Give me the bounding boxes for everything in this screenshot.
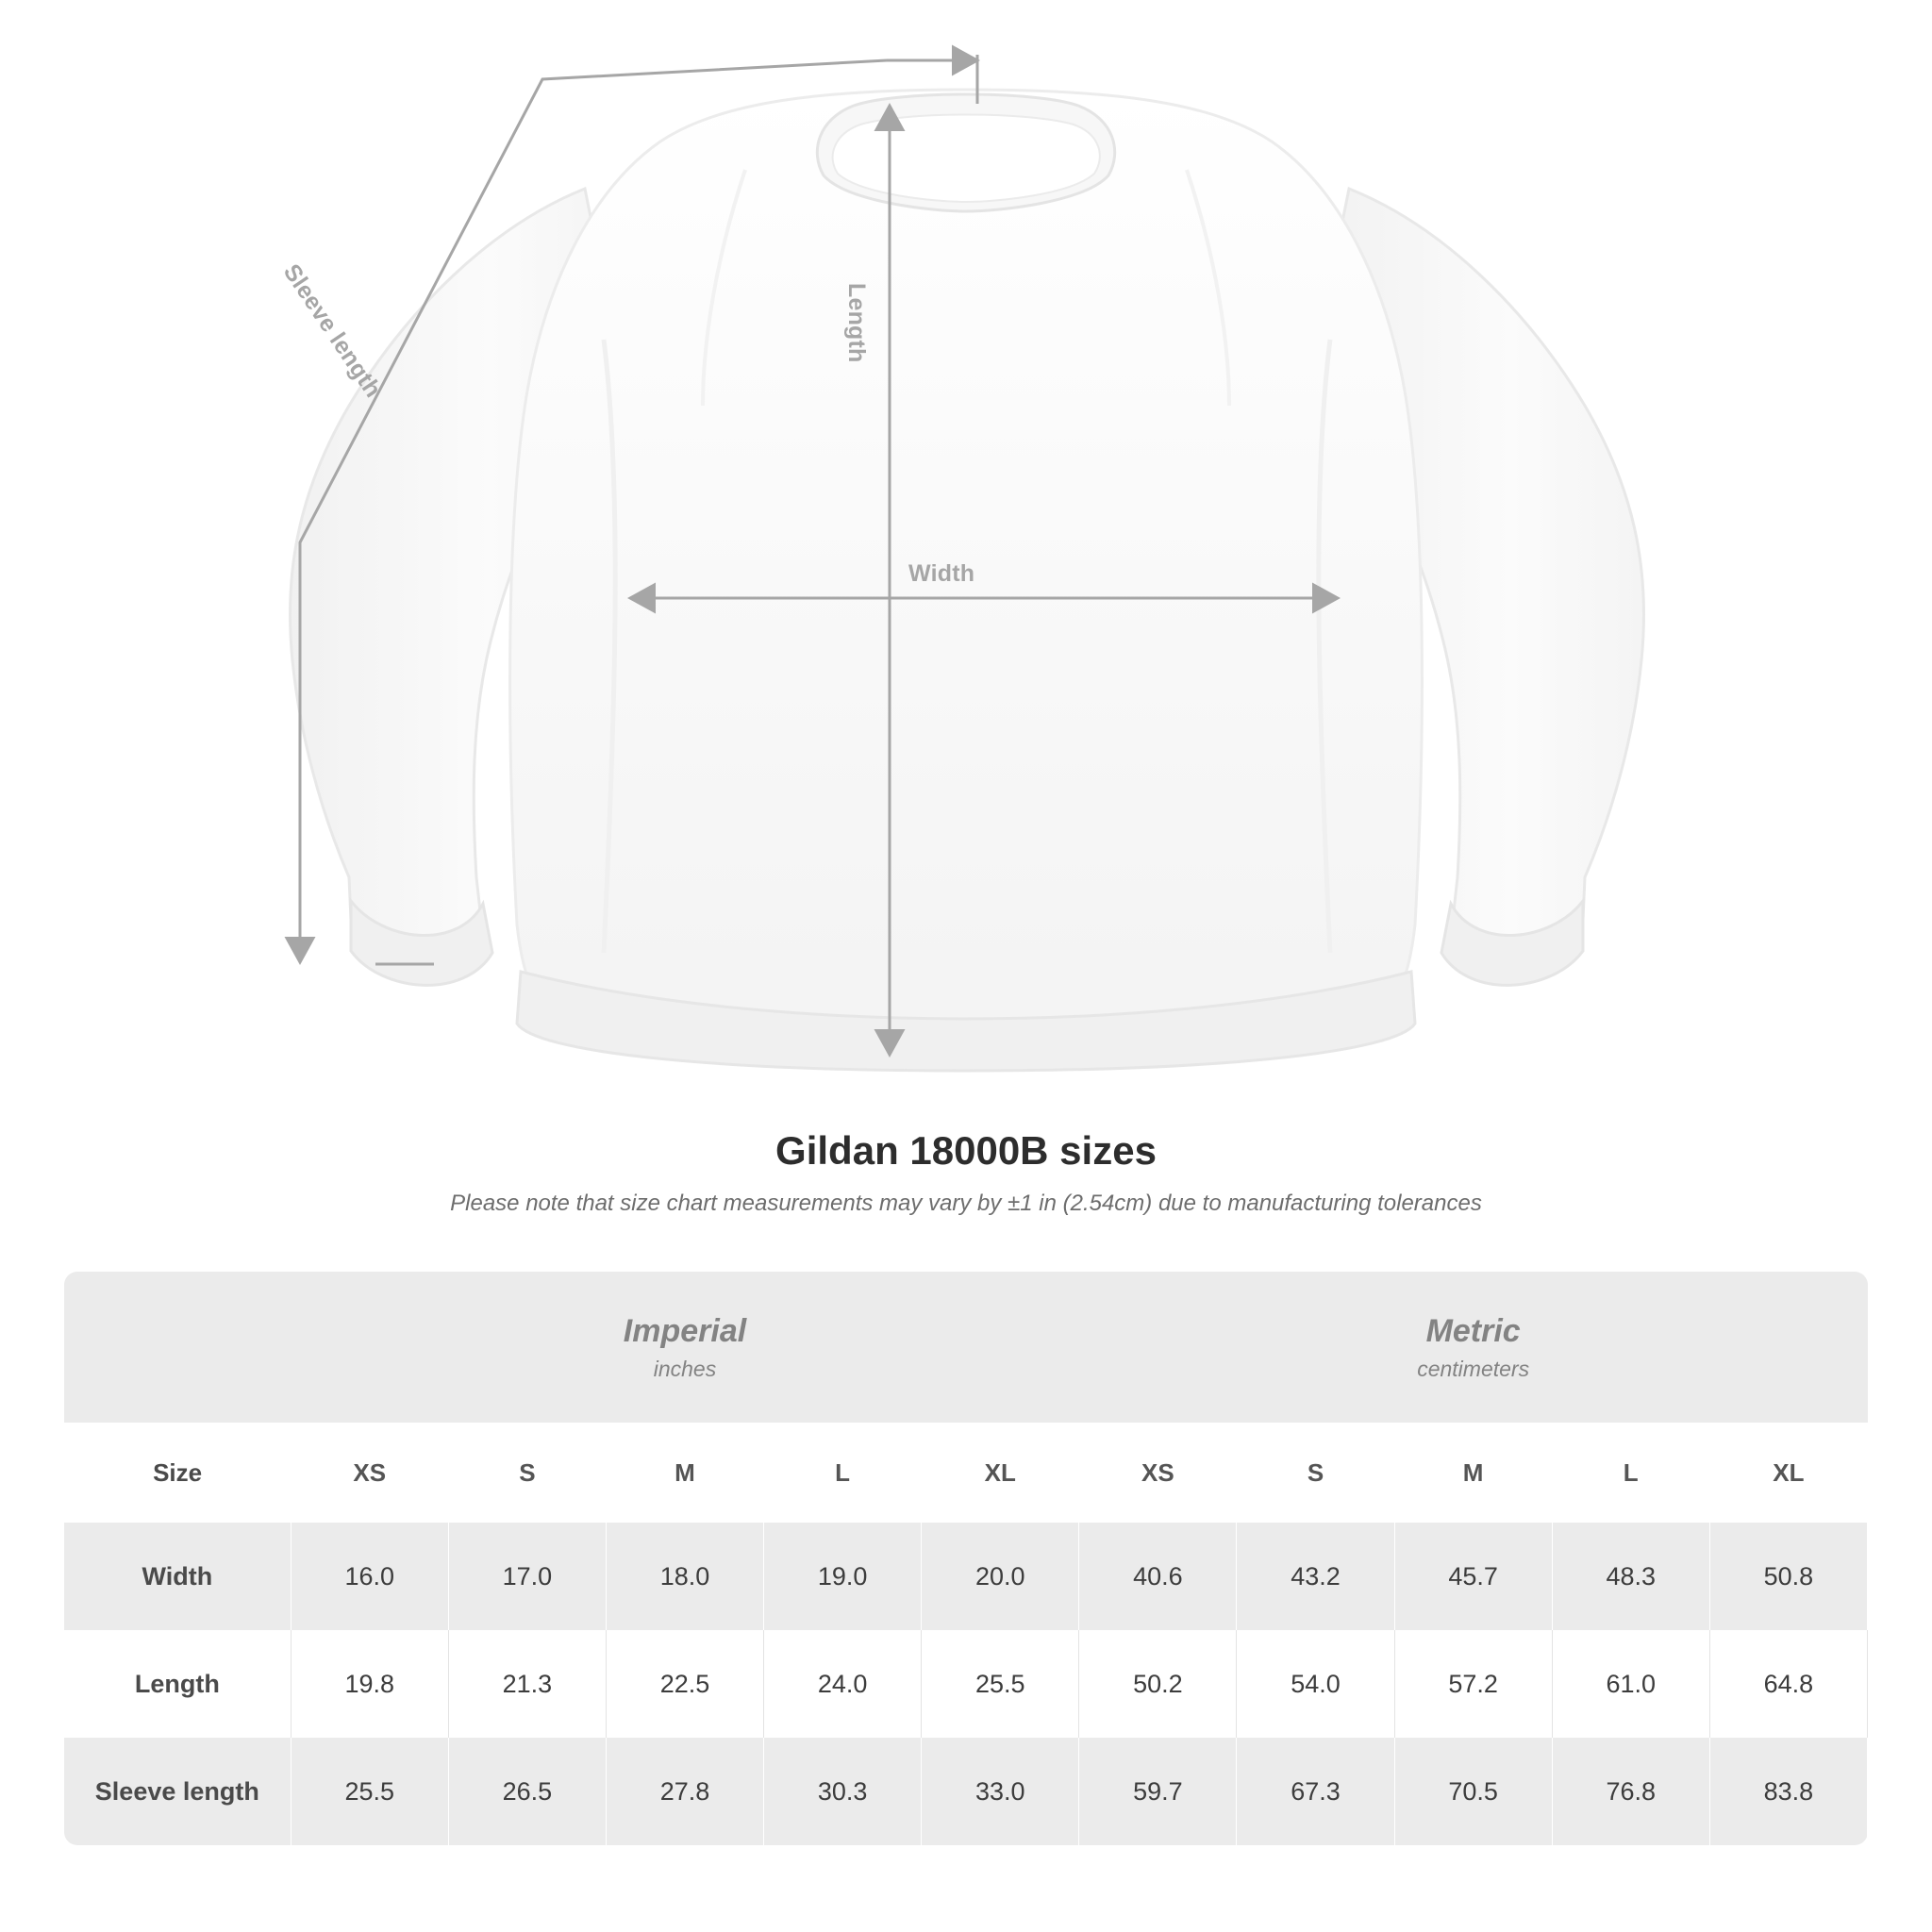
table-row bbox=[64, 1630, 1868, 1738]
cell-length-metric-xs: 50.2 bbox=[1079, 1630, 1237, 1738]
size-col-metric-xs: XS bbox=[1079, 1423, 1237, 1523]
cell-width-metric-xl: 50.8 bbox=[1709, 1523, 1867, 1630]
unit-header-spacer bbox=[64, 1272, 291, 1423]
cell-sleeve-imperial-xs: 25.5 bbox=[291, 1738, 448, 1845]
size-col-metric-xl: XL bbox=[1709, 1423, 1867, 1523]
cell-sleeve-metric-m: 70.5 bbox=[1394, 1738, 1552, 1845]
unit-group-metric bbox=[1079, 1272, 1868, 1423]
cell-width-metric-m: 45.7 bbox=[1394, 1523, 1552, 1630]
size-col-imperial-xs: XS bbox=[291, 1423, 448, 1523]
unit-group-imperial-title: Imperial bbox=[623, 1313, 747, 1350]
size-header-cell: Size bbox=[64, 1423, 291, 1523]
size-col-metric-l: L bbox=[1552, 1423, 1709, 1523]
size-col-metric-s: S bbox=[1237, 1423, 1394, 1523]
size-col-imperial-xl: XL bbox=[922, 1423, 1079, 1523]
cell-sleeve-metric-xs: 59.7 bbox=[1079, 1738, 1237, 1845]
size-header-row bbox=[64, 1423, 1868, 1523]
cell-width-imperial-s: 17.0 bbox=[448, 1523, 606, 1630]
width-dimension-label: Width bbox=[908, 560, 975, 587]
cell-sleeve-imperial-s: 26.5 bbox=[448, 1738, 606, 1845]
cell-sleeve-metric-xl: 83.8 bbox=[1709, 1738, 1867, 1845]
table-row bbox=[64, 1738, 1868, 1845]
row-label-sleeve-length: Sleeve length bbox=[64, 1738, 291, 1845]
cell-length-metric-m: 57.2 bbox=[1394, 1630, 1552, 1738]
cell-length-imperial-s: 21.3 bbox=[448, 1630, 606, 1738]
cell-length-metric-l: 61.0 bbox=[1552, 1630, 1709, 1738]
cell-length-metric-xl: 64.8 bbox=[1709, 1630, 1867, 1738]
sleeve-length-dimension-label: Sleeve length bbox=[277, 259, 387, 403]
cell-length-imperial-xs: 19.8 bbox=[291, 1630, 448, 1738]
cell-width-imperial-m: 18.0 bbox=[606, 1523, 763, 1630]
cell-length-metric-s: 54.0 bbox=[1237, 1630, 1394, 1738]
tolerance-note: Please note that size chart measurements may vary by ±1 in (2.54cm) due to manufacturing tolerances bbox=[450, 1191, 1482, 1216]
chart-heading bbox=[0, 1128, 1932, 1217]
size-col-imperial-s: S bbox=[448, 1423, 606, 1523]
size-col-imperial-m: M bbox=[606, 1423, 763, 1523]
table-row bbox=[64, 1523, 1868, 1630]
cell-width-metric-s: 43.2 bbox=[1237, 1523, 1394, 1630]
cell-width-imperial-xs: 16.0 bbox=[291, 1523, 448, 1630]
size-table-container bbox=[64, 1272, 1868, 1845]
cell-sleeve-metric-s: 67.3 bbox=[1237, 1738, 1394, 1845]
row-label-length: Length bbox=[64, 1630, 291, 1738]
cell-length-imperial-l: 24.0 bbox=[764, 1630, 922, 1738]
size-col-imperial-l: L bbox=[764, 1423, 922, 1523]
cell-sleeve-metric-l: 76.8 bbox=[1552, 1738, 1709, 1845]
cell-width-imperial-l: 19.0 bbox=[764, 1523, 922, 1630]
unit-group-imperial-subtitle: inches bbox=[653, 1356, 717, 1381]
size-col-metric-m: M bbox=[1394, 1423, 1552, 1523]
unit-header-row bbox=[64, 1272, 1868, 1423]
cell-width-imperial-xl: 20.0 bbox=[922, 1523, 1079, 1630]
unit-group-imperial bbox=[291, 1272, 1079, 1423]
length-dimension-label: Length bbox=[843, 283, 870, 363]
row-label-width: Width bbox=[64, 1523, 291, 1630]
page-title: Gildan 18000B sizes bbox=[775, 1128, 1157, 1173]
cell-length-imperial-m: 22.5 bbox=[606, 1630, 763, 1738]
cell-width-metric-xs: 40.6 bbox=[1079, 1523, 1237, 1630]
cell-sleeve-imperial-xl: 33.0 bbox=[922, 1738, 1079, 1845]
cell-sleeve-imperial-m: 27.8 bbox=[606, 1738, 763, 1845]
size-table bbox=[64, 1272, 1868, 1845]
cell-width-metric-l: 48.3 bbox=[1552, 1523, 1709, 1630]
cell-length-imperial-xl: 25.5 bbox=[922, 1630, 1079, 1738]
cell-sleeve-imperial-l: 30.3 bbox=[764, 1738, 922, 1845]
unit-group-metric-title: Metric bbox=[1425, 1313, 1521, 1350]
unit-group-metric-subtitle: centimeters bbox=[1417, 1356, 1530, 1381]
